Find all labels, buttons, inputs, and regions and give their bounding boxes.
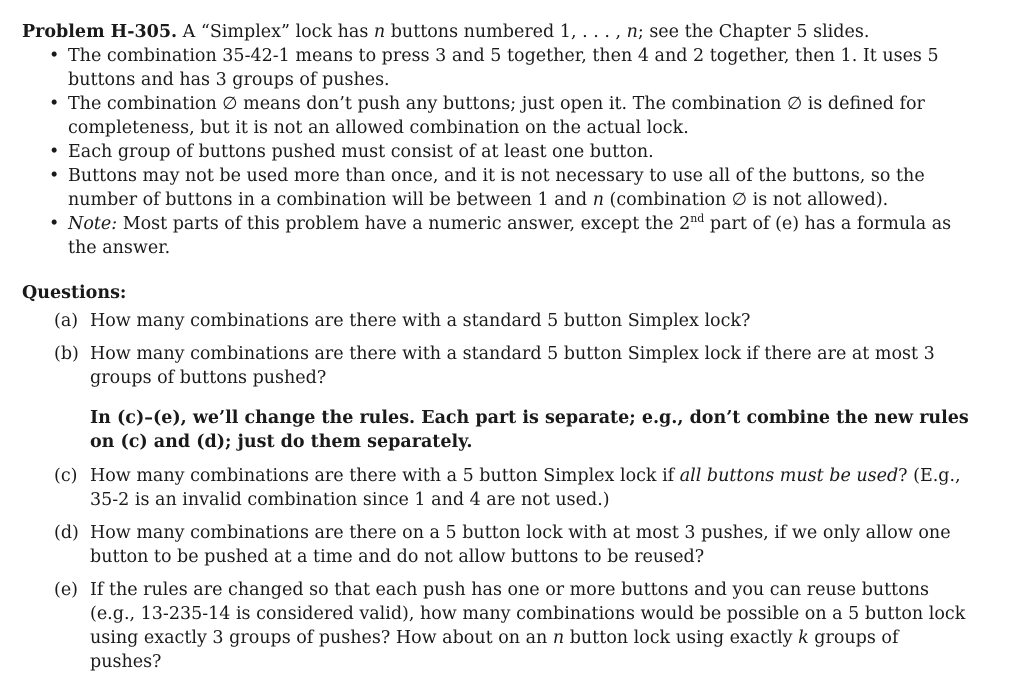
question-label: (d) [54, 523, 79, 543]
question-c: (c) How many combinations are there with a 5 button Simplex lock if all buttons must be used? (E.g., 35-2 is an invalid combination since 1 and 4 are not used.) [54, 466, 961, 510]
bullet-icon: • [49, 46, 60, 66]
question-label: (a) [54, 311, 79, 331]
bullet-icon: • [49, 166, 60, 186]
questions-list [22, 309, 972, 390]
bullet-icon: • [49, 214, 60, 234]
list-item: • Buttons may not be used more than once, and it is not necessary to use all of the buttons, so the number of buttons in a combination will be between 1 and n (combination ∅ is not allowed). [49, 166, 925, 210]
bullet-icon: • [49, 94, 60, 114]
question-label: (e) [54, 580, 79, 600]
questions-list-2 [22, 464, 972, 674]
list-item: • The combination ∅ means don’t push any buttons; just open it. The combination ∅ is defined for completeness, but it is not an allowed combination on the actual lock. [49, 94, 925, 138]
problem-statement: Problem H-305. A “Simplex” lock has n buttons numbered 1, . . . , n; see the Chapter 5 slides. [22, 22, 870, 42]
document [22, 20, 972, 683]
questions-heading: Questions: [22, 283, 127, 303]
list-item: • Each group of buttons pushed must consist of at least one button. [49, 142, 654, 162]
question-b: (b) How many combinations are there with a standard 5 button Simplex lock if there are at most 3 groups of buttons pushed? [54, 344, 935, 388]
question-label: (c) [54, 466, 78, 486]
rule-change-note: In (c)–(e), we’ll change the rules. Each part is separate; e.g., don’t combine the new rules on (c) and (d); just do them separately. [90, 408, 969, 452]
note-label: Note: [68, 214, 118, 234]
question-a: (a) How many combinations are there with a standard 5 button Simplex lock? [54, 311, 751, 331]
question-d: (d) How many combinations are there on a 5 button lock with at most 3 pushes, if we only allow one button to be pushed at a time and do not allow buttons to be reused? [54, 523, 951, 567]
bullet-icon: • [49, 142, 60, 162]
question-e: (e) If the rules are changed so that each push has one or more buttons and you can reuse buttons (e.g., 13-235-14 is considered valid), how many combinations would be possible on a 5 button lock using exactly 3 groups of pushes? How about on an n button lock using exactly k groups of pushes? [54, 580, 966, 672]
problem-label: Problem H-305. [22, 22, 178, 42]
list-item: • Note: Most parts of this problem have a numeric answer, except the 2nd part of (e) has a formula as the answer. [49, 212, 952, 258]
list-item: • The combination 35-42-1 means to press 3 and 5 together, then 4 and 2 together, then 1. It uses 5 buttons and has 3 groups of pushes. [49, 46, 939, 90]
question-label: (b) [54, 344, 79, 364]
rules-list [22, 44, 972, 260]
